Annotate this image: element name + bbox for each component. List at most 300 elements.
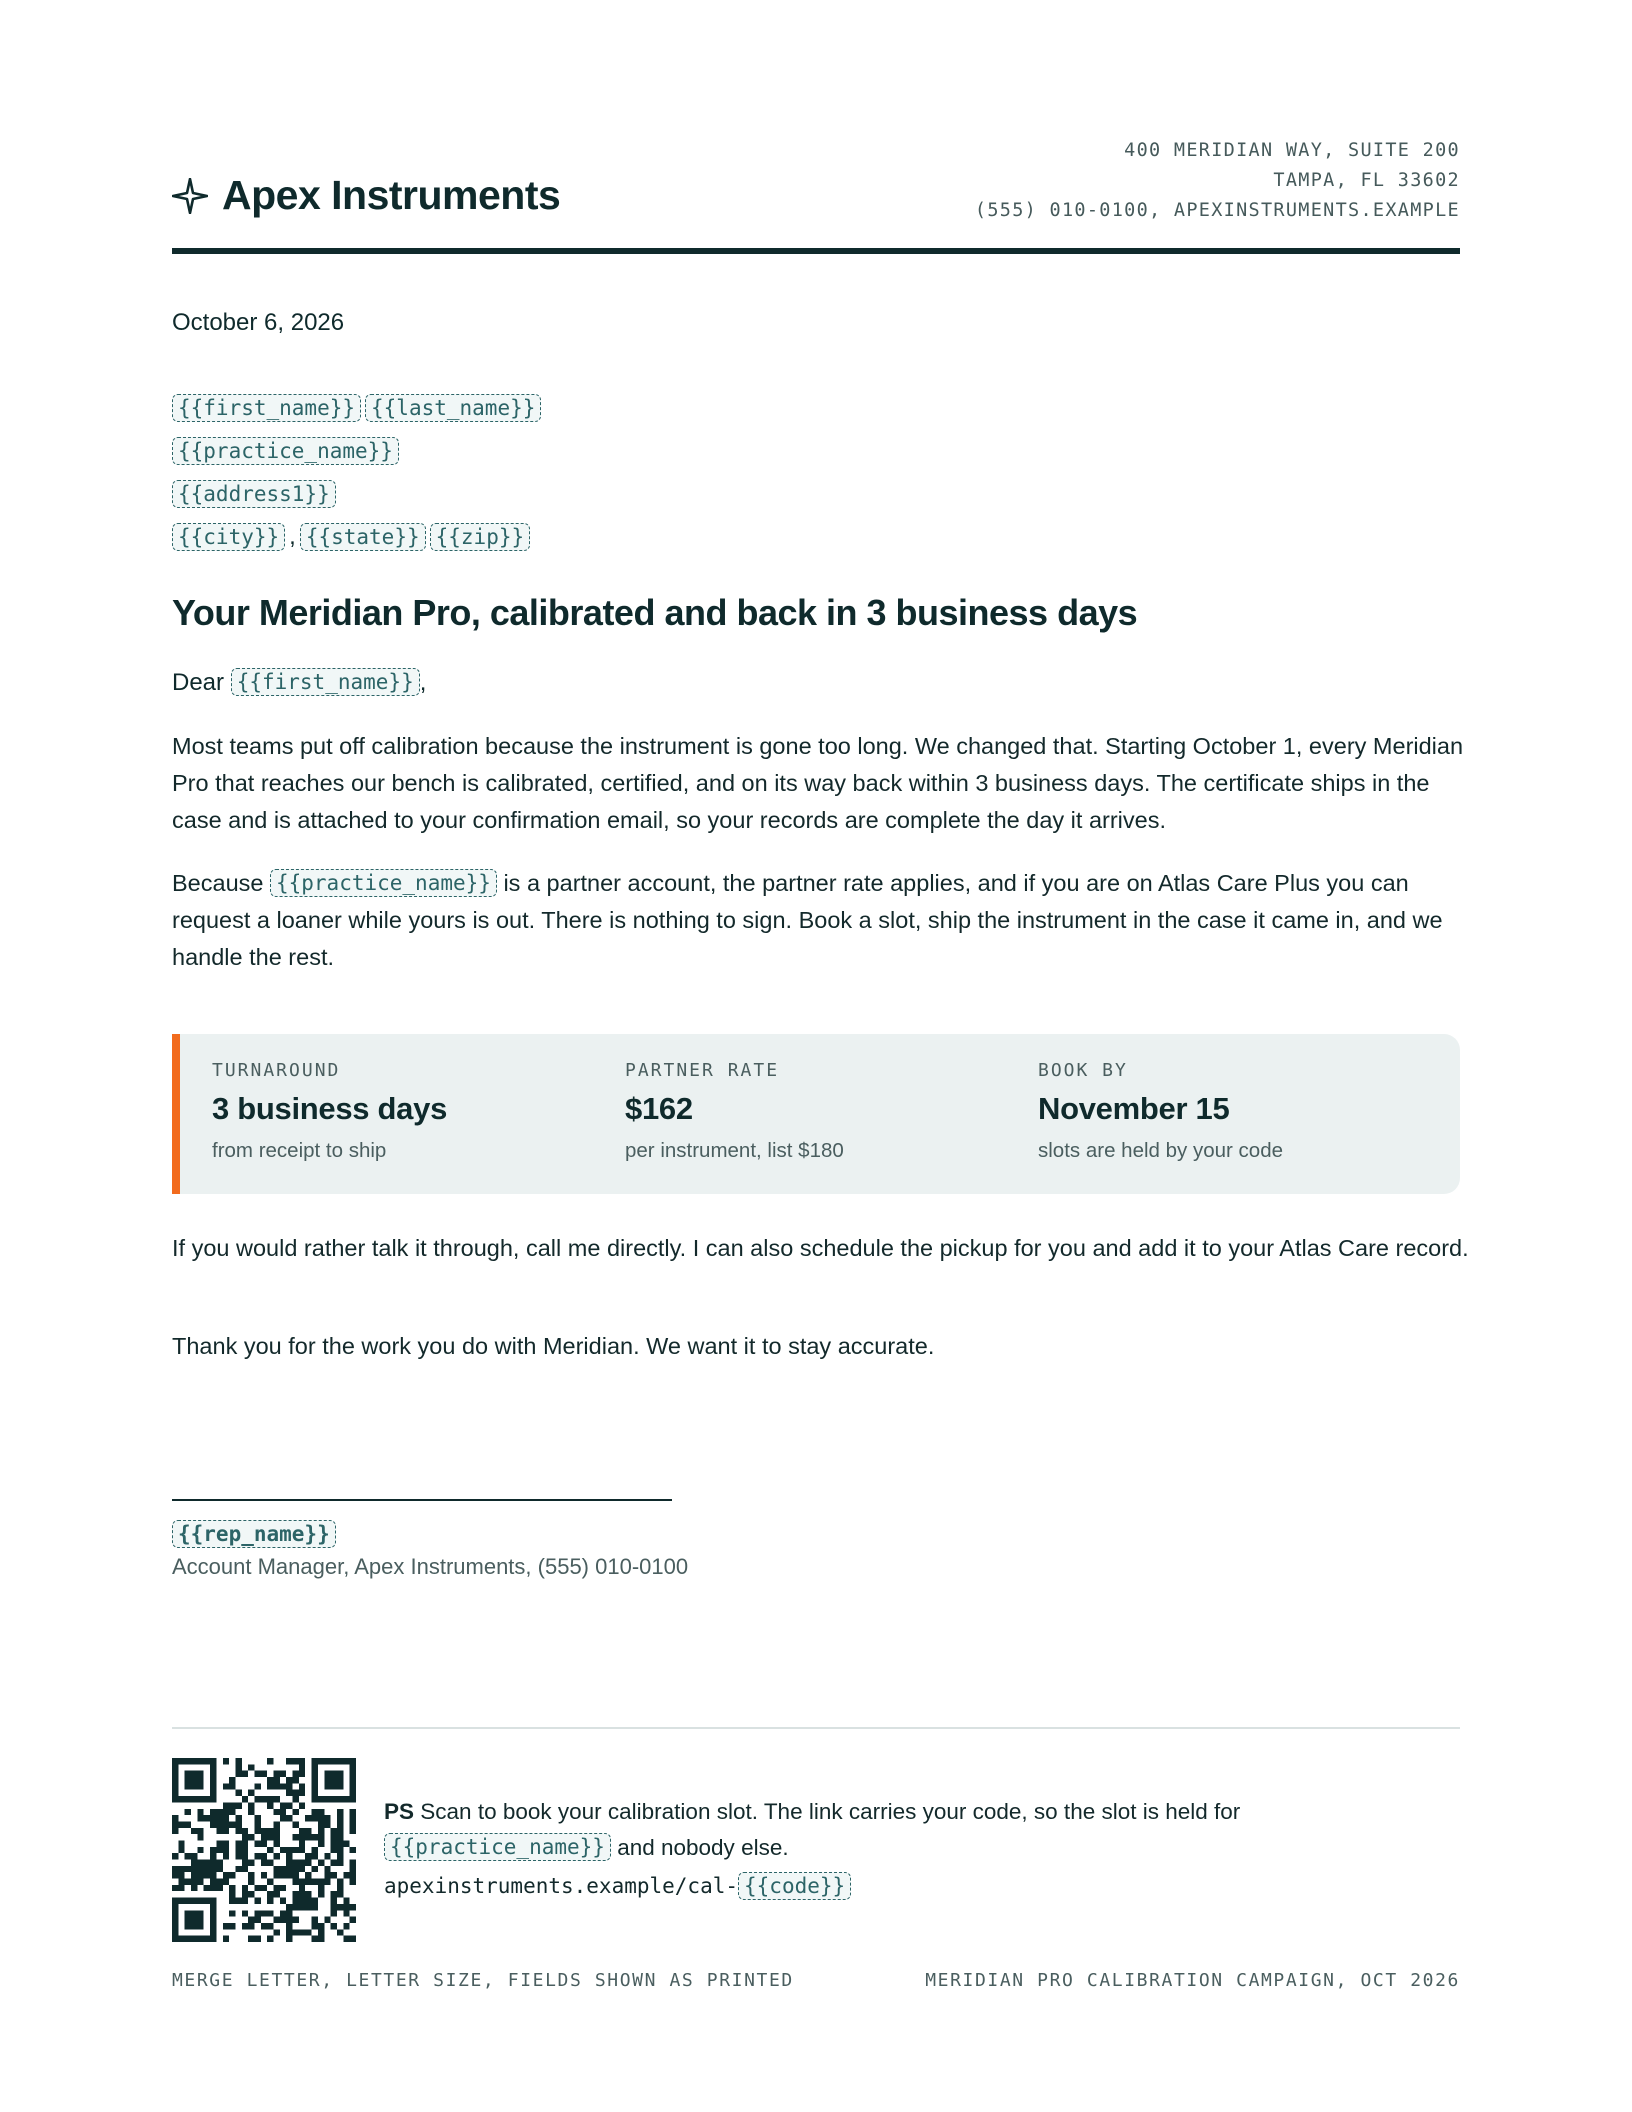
qr-module xyxy=(331,1828,337,1834)
stat-book-by xyxy=(1038,1060,1283,1163)
qr-module xyxy=(318,1923,324,1929)
qr-module xyxy=(286,1936,292,1942)
qr-module xyxy=(216,1879,222,1885)
qr-module xyxy=(350,1860,356,1866)
qr-module xyxy=(267,1898,273,1904)
qr-module xyxy=(280,1809,286,1815)
qr-module xyxy=(337,1821,343,1827)
qr-module xyxy=(350,1872,356,1878)
address-line-1: 400 MERIDIAN WAY, SUITE 200 xyxy=(1124,140,1460,161)
qr-module xyxy=(229,1910,235,1916)
qr-module xyxy=(210,1872,216,1878)
qr-module xyxy=(223,1815,229,1821)
qr-module xyxy=(223,1828,229,1834)
qr-module xyxy=(305,1904,311,1910)
merge-field-address1: {{address1}} xyxy=(172,480,336,508)
stat-value: 3 business days xyxy=(212,1091,448,1126)
qr-module xyxy=(242,1840,248,1846)
qr-module xyxy=(305,1860,311,1866)
qr-module xyxy=(235,1758,241,1764)
qr-module xyxy=(331,1891,337,1897)
qr-module xyxy=(235,1790,241,1796)
qr-module xyxy=(299,1834,305,1840)
qr-module xyxy=(274,1872,280,1878)
qr-module xyxy=(305,1834,311,1840)
stat-label: TURNAROUND xyxy=(212,1060,341,1081)
qr-module xyxy=(331,1834,337,1840)
qr-module xyxy=(197,1866,203,1872)
qr-module xyxy=(274,1777,280,1783)
qr-code[interactable] xyxy=(172,1758,356,1942)
qr-module xyxy=(350,1815,356,1821)
qr-module xyxy=(280,1771,286,1777)
qr-module xyxy=(324,1872,330,1878)
salutation-prefix: Dear xyxy=(172,669,225,696)
qr-module xyxy=(286,1777,292,1783)
qr-module xyxy=(318,1936,324,1942)
qr-module xyxy=(235,1771,241,1777)
qr-module xyxy=(299,1847,305,1853)
signature-title: Account Manager, Apex Instruments, (555) 010-0100 xyxy=(172,1554,689,1579)
qr-module xyxy=(286,1847,292,1853)
stat-note: from receipt to ship xyxy=(212,1139,387,1162)
qr-module xyxy=(331,1847,337,1853)
stat-value: $162 xyxy=(625,1091,693,1126)
qr-module xyxy=(216,1866,222,1872)
qr-module xyxy=(261,1872,267,1878)
qr-module xyxy=(248,1764,254,1770)
qr-module xyxy=(343,1923,349,1929)
qr-module xyxy=(254,1840,260,1846)
qr-module xyxy=(178,1879,184,1885)
recipient-block xyxy=(172,386,541,558)
qr-module xyxy=(178,1840,184,1846)
qr-module xyxy=(312,1809,318,1815)
qr-module xyxy=(254,1898,260,1904)
qr-module xyxy=(318,1821,324,1827)
qr-module xyxy=(210,1879,216,1885)
stat-note: per instrument, list $180 xyxy=(625,1139,844,1162)
qr-module xyxy=(216,1821,222,1827)
qr-module xyxy=(305,1891,311,1897)
qr-module xyxy=(267,1936,273,1942)
qr-module xyxy=(248,1923,254,1929)
body-paragraph-4: Thank you for the work you do with Meridian. We want it to stay accurate. xyxy=(172,1333,935,1359)
qr-module xyxy=(191,1853,197,1859)
qr-module xyxy=(337,1847,343,1853)
qr-module xyxy=(293,1809,299,1815)
qr-module xyxy=(280,1847,286,1853)
qr-module xyxy=(223,1809,229,1815)
qr-module xyxy=(210,1821,216,1827)
qr-module xyxy=(337,1809,343,1815)
qr-module xyxy=(254,1771,260,1777)
qr-module xyxy=(254,1853,260,1859)
qr-module xyxy=(286,1929,292,1935)
qr-module xyxy=(350,1936,356,1942)
qr-module xyxy=(248,1802,254,1808)
qr-module xyxy=(229,1821,235,1827)
qr-module xyxy=(185,1771,204,1790)
qr-module xyxy=(318,1809,324,1815)
qr-module xyxy=(248,1834,254,1840)
qr-module xyxy=(286,1923,292,1929)
qr-module xyxy=(324,1771,343,1790)
qr-module xyxy=(331,1910,337,1916)
qr-module xyxy=(267,1777,273,1783)
qr-module xyxy=(331,1840,337,1846)
qr-module xyxy=(235,1840,241,1846)
qr-module xyxy=(261,1840,267,1846)
qr-module xyxy=(299,1783,305,1789)
qr-module xyxy=(242,1885,248,1891)
qr-module xyxy=(248,1790,254,1796)
qr-module xyxy=(312,1866,318,1872)
stats-callout xyxy=(172,1034,1460,1194)
qr-module xyxy=(216,1840,222,1846)
address-line-2: TAMPA, FL 33602 xyxy=(1273,170,1460,191)
qr-module xyxy=(286,1783,292,1789)
qr-module xyxy=(261,1771,267,1777)
qr-module xyxy=(223,1758,229,1764)
qr-module xyxy=(324,1853,330,1859)
qr-module xyxy=(293,1777,299,1783)
qr-module xyxy=(229,1891,235,1897)
qr-module xyxy=(254,1917,260,1923)
qr-module xyxy=(343,1840,349,1846)
qr-module xyxy=(324,1821,330,1827)
qr-module xyxy=(337,1853,343,1859)
qr-module xyxy=(235,1802,241,1808)
qr-module xyxy=(305,1828,311,1834)
qr-module xyxy=(267,1847,273,1853)
qr-module xyxy=(343,1872,349,1878)
qr-module xyxy=(204,1872,210,1878)
qr-module xyxy=(305,1853,311,1859)
qr-module xyxy=(185,1853,191,1859)
qr-module xyxy=(267,1783,273,1789)
qr-module xyxy=(312,1758,356,1764)
qr-module xyxy=(172,1866,178,1872)
qr-module xyxy=(242,1898,248,1904)
qr-module xyxy=(293,1790,299,1796)
qr-module xyxy=(293,1821,299,1827)
qr-module xyxy=(210,1853,216,1859)
qr-module xyxy=(299,1866,305,1872)
stat-partner-rate xyxy=(625,1060,844,1163)
qr-module xyxy=(280,1910,286,1916)
qr-module xyxy=(305,1815,311,1821)
qr-module xyxy=(280,1898,286,1904)
qr-module xyxy=(191,1885,197,1891)
qr-module xyxy=(229,1777,235,1783)
qr-module xyxy=(312,1879,318,1885)
qr-module xyxy=(204,1860,210,1866)
qr-module xyxy=(293,1796,299,1802)
qr-module xyxy=(197,1860,203,1866)
qr-module xyxy=(350,1879,356,1885)
qr-module xyxy=(235,1821,241,1827)
qr-module xyxy=(242,1834,248,1840)
qr-module xyxy=(242,1796,248,1802)
qr-module xyxy=(293,1929,299,1935)
qr-module xyxy=(172,1853,178,1859)
qr-module xyxy=(312,1796,356,1802)
qr-module xyxy=(191,1866,197,1872)
qr-module xyxy=(293,1872,299,1878)
qr-module xyxy=(223,1783,229,1789)
company-address xyxy=(975,136,1460,226)
qr-module xyxy=(261,1885,267,1891)
qr-module xyxy=(178,1885,184,1891)
ps-note xyxy=(384,1794,1384,1866)
qr-module xyxy=(299,1828,305,1834)
qr-module xyxy=(204,1866,210,1872)
qr-module xyxy=(197,1815,203,1821)
qr-module xyxy=(274,1840,280,1846)
qr-module xyxy=(312,1847,318,1853)
qr-module xyxy=(242,1891,248,1897)
merge-field-city: {{city}} xyxy=(172,523,285,551)
qr-module xyxy=(293,1917,299,1923)
qr-module xyxy=(286,1917,292,1923)
recipient-address-line xyxy=(172,472,541,515)
qr-module xyxy=(267,1891,273,1897)
qr-module xyxy=(197,1879,203,1885)
qr-module xyxy=(312,1815,318,1821)
qr-module xyxy=(312,1758,318,1802)
qr-module xyxy=(312,1904,318,1910)
qr-module xyxy=(343,1904,349,1910)
qr-module xyxy=(197,1809,203,1815)
qr-module xyxy=(261,1923,267,1929)
qr-module xyxy=(229,1802,235,1808)
footer-left: MERGE LETTER, LETTER SIZE, FIELDS SHOWN AS PRINTED xyxy=(172,1970,794,1991)
four-point-star-icon xyxy=(172,178,208,214)
qr-module xyxy=(248,1936,254,1942)
qr-module xyxy=(324,1866,330,1872)
qr-module xyxy=(197,1828,203,1834)
qr-module xyxy=(248,1860,254,1866)
letter-date: October 6, 2026 xyxy=(172,309,345,336)
company-logo xyxy=(172,172,560,219)
qr-module xyxy=(350,1866,356,1872)
qr-module xyxy=(299,1879,305,1885)
qr-module xyxy=(229,1809,235,1815)
qr-module xyxy=(261,1834,267,1840)
qr-module xyxy=(197,1872,203,1878)
qr-module xyxy=(293,1898,299,1904)
qr-module xyxy=(324,1917,330,1923)
qr-module xyxy=(280,1917,286,1923)
qr-module xyxy=(172,1758,178,1802)
qr-module xyxy=(216,1860,222,1866)
qr-module xyxy=(274,1828,280,1834)
qr-module xyxy=(318,1891,324,1897)
qr-module xyxy=(274,1834,280,1840)
qr-module xyxy=(248,1809,254,1815)
qr-module xyxy=(299,1802,305,1808)
qr-module xyxy=(210,1815,216,1821)
qr-module xyxy=(242,1853,248,1859)
qr-module xyxy=(254,1783,260,1789)
qr-module xyxy=(280,1872,286,1878)
qr-module xyxy=(235,1815,241,1821)
qr-module xyxy=(235,1764,241,1770)
qr-module xyxy=(267,1923,273,1929)
merge-field-first-name: {{first_name}} xyxy=(231,668,420,696)
qr-module xyxy=(318,1929,324,1935)
qr-module xyxy=(305,1929,311,1935)
qr-module xyxy=(337,1840,343,1846)
qr-module xyxy=(248,1891,254,1897)
ps-label: PS xyxy=(384,1799,415,1824)
qr-module xyxy=(274,1771,280,1777)
qr-module xyxy=(299,1840,305,1846)
signature-line xyxy=(172,1499,672,1501)
qr-module xyxy=(343,1936,349,1942)
recipient-name-line xyxy=(172,386,541,429)
qr-module xyxy=(337,1828,343,1834)
qr-module xyxy=(210,1809,216,1815)
qr-module xyxy=(185,1879,191,1885)
qr-module xyxy=(242,1828,248,1834)
qr-module xyxy=(305,1898,311,1904)
merge-field-rep-name: {{rep_name}} xyxy=(172,1520,336,1548)
qr-module xyxy=(267,1879,273,1885)
qr-module xyxy=(229,1872,235,1878)
qr-module xyxy=(299,1758,305,1764)
qr-module xyxy=(350,1828,356,1834)
qr-module xyxy=(318,1828,324,1834)
qr-module xyxy=(274,1809,280,1815)
qr-module xyxy=(242,1866,248,1872)
qr-module xyxy=(293,1758,299,1764)
qr-module xyxy=(254,1828,260,1834)
qr-module xyxy=(293,1834,299,1840)
qr-module xyxy=(274,1891,280,1897)
stat-turnaround xyxy=(212,1060,447,1163)
qr-module xyxy=(280,1802,286,1808)
qr-module xyxy=(331,1923,337,1929)
qr-module xyxy=(242,1860,248,1866)
qr-module xyxy=(337,1834,343,1840)
qr-module xyxy=(204,1885,210,1891)
qr-module xyxy=(274,1917,280,1923)
qr-module xyxy=(293,1891,299,1897)
qr-module xyxy=(197,1834,203,1840)
qr-module xyxy=(242,1923,248,1929)
qr-module xyxy=(229,1885,235,1891)
qr-module xyxy=(248,1917,254,1923)
qr-module xyxy=(172,1815,178,1821)
qr-module xyxy=(286,1872,292,1878)
qr-module xyxy=(254,1815,260,1821)
qr-module xyxy=(223,1847,229,1853)
qr-module xyxy=(343,1910,349,1916)
qr-module xyxy=(293,1771,299,1777)
merge-field-last-name: {{last_name}} xyxy=(365,394,541,422)
qr-module xyxy=(318,1879,324,1885)
merge-field-code: {{code}} xyxy=(738,1872,851,1900)
qr-module xyxy=(286,1802,292,1808)
qr-module xyxy=(286,1866,292,1872)
qr-module xyxy=(337,1904,343,1910)
qr-module xyxy=(254,1821,260,1827)
merge-field-practice-name: {{practice_name}} xyxy=(270,869,497,897)
qr-module xyxy=(229,1923,235,1929)
qr-module xyxy=(274,1853,280,1859)
body-paragraph-2 xyxy=(172,865,1472,976)
qr-module xyxy=(350,1917,356,1923)
qr-module xyxy=(172,1828,178,1834)
qr-module xyxy=(324,1879,330,1885)
qr-module xyxy=(172,1872,178,1878)
para2-suffix: is a partner account, the partner rate applies, and if you are on Atlas Care Plus you can request a loaner while yours is out. There is nothing to sign. Book a slot, ship the instrument in the case it came in, and we handle the rest. xyxy=(172,870,1443,970)
qr-module xyxy=(312,1834,318,1840)
qr-module xyxy=(223,1879,229,1885)
qr-module xyxy=(299,1891,305,1897)
qr-module xyxy=(210,1758,216,1802)
qr-module xyxy=(324,1815,330,1821)
qr-module xyxy=(223,1936,229,1942)
qr-module xyxy=(223,1853,229,1859)
qr-module xyxy=(305,1879,311,1885)
ps-text-1: Scan to book your calibration slot. The link carries your code, so the slot is held for xyxy=(420,1799,1241,1824)
qr-module xyxy=(280,1885,286,1891)
qr-module xyxy=(267,1828,273,1834)
qr-module xyxy=(337,1891,343,1897)
qr-module xyxy=(318,1860,324,1866)
qr-module xyxy=(350,1758,356,1802)
body-paragraph-1: Most teams put off calibration because the instrument is gone too long. We changed that. Starting October 1, every Meridian Pro that reaches our bench is calibrated, certified, and on its way back within 3 business days. The certificate ships in the case and is attached to your confirmation email, so your records are complete the day it arrives. xyxy=(172,733,1464,833)
booking-url[interactable] xyxy=(384,1872,851,1900)
recipient-practice-line xyxy=(172,429,541,472)
qr-module xyxy=(229,1898,235,1904)
qr-module xyxy=(312,1898,318,1904)
address-line-3: (555) 010-0100, APEXINSTRUMENTS.EXAMPLE xyxy=(974,200,1460,221)
qr-module xyxy=(286,1860,292,1866)
qr-module xyxy=(312,1917,318,1923)
stat-label: PARTNER RATE xyxy=(625,1060,780,1081)
qr-module xyxy=(261,1910,267,1916)
merge-field-state: {{state}} xyxy=(300,523,426,551)
qr-module xyxy=(337,1929,343,1935)
qr-module xyxy=(337,1815,343,1821)
qr-module xyxy=(210,1866,216,1872)
qr-module xyxy=(248,1872,254,1878)
qr-module xyxy=(172,1758,216,1764)
qr-module xyxy=(350,1809,356,1815)
qr-module xyxy=(223,1840,229,1846)
qr-module xyxy=(216,1809,222,1815)
qr-module xyxy=(261,1853,267,1859)
qr-module xyxy=(185,1809,191,1815)
qr-module xyxy=(242,1910,248,1916)
qr-module xyxy=(172,1821,178,1827)
qr-module xyxy=(267,1834,273,1840)
merge-field-practice-name: {{practice_name}} xyxy=(172,437,399,465)
qr-module xyxy=(312,1853,318,1859)
body-paragraph-3: If you would rather talk it through, call me directly. I can also schedule the pickup for you and add it to your Atlas Care record. xyxy=(172,1235,1469,1261)
qr-module xyxy=(274,1783,280,1789)
letterhead xyxy=(172,132,1460,254)
qr-module xyxy=(235,1866,241,1872)
signature-name xyxy=(172,1520,336,1548)
qr-module xyxy=(223,1923,229,1929)
qr-module xyxy=(293,1866,299,1872)
qr-module xyxy=(286,1910,292,1916)
